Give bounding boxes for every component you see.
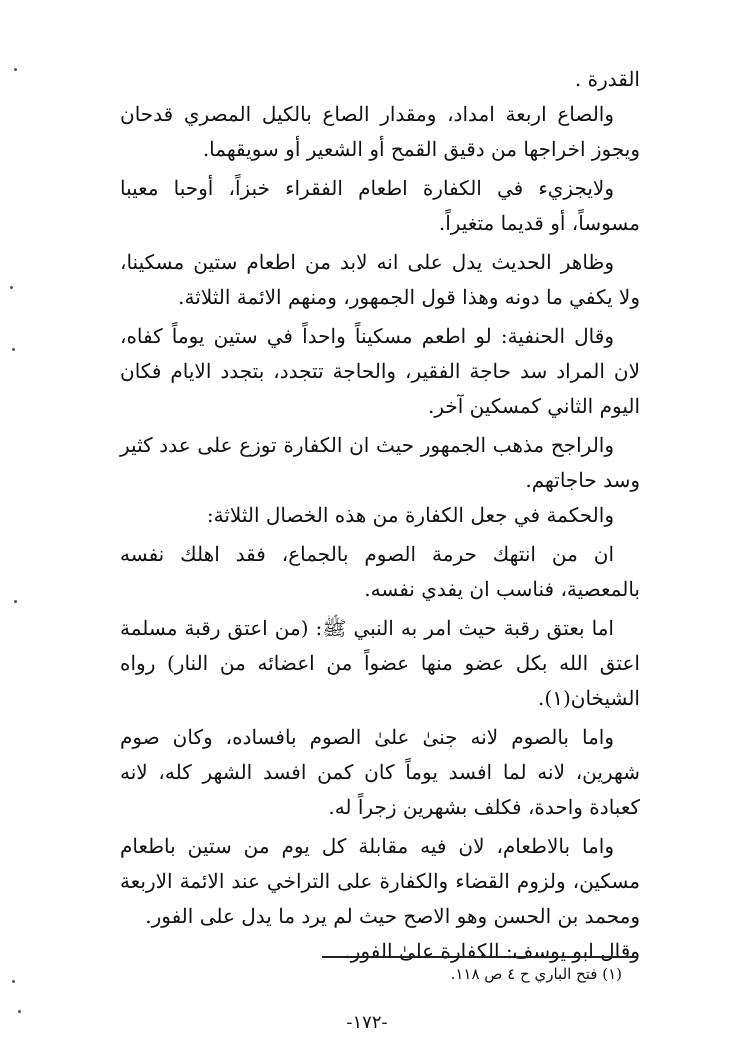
paragraph-12: وقال ابو يوسف: الكفارة علىٰ الفور. <box>344 939 640 963</box>
footnote: (١) فتح الباري ح ٤ ص ١١٨. <box>450 965 622 983</box>
paragraph-5: وقال الحنفية: لو اطعم مسكيناً واحداً في ستين يوماً كفاه، لان المراد سد حاجة الفقير، والحاجة تتجدد، بتجدد الايام فكان اليوم الثاني كمسكين آخر. <box>120 324 640 418</box>
paragraph-10: واما بالصوم لانه جنىٰ علىٰ الصوم بافساده، وكان صوم شهرين، لانه لما افسد يوماً كان كمن افسد الشهر كله، لانه كعبادة واحدة، فكلف بشهرين زجراً له. <box>120 725 640 819</box>
scan-speck <box>12 980 15 983</box>
page-number: -١٧٢- <box>346 1012 388 1033</box>
scan-speck <box>14 600 17 603</box>
scan-speck <box>12 348 15 351</box>
paragraph-4: وظاهر الحديث يدل على انه لابد من اطعام ستين مسكينا، ولا يكفي ما دونه وهذا قول الجمهور، ومنهم الائمة الثلاثة. <box>120 250 640 309</box>
scan-speck <box>18 1010 21 1013</box>
paragraph-9: اما بعتق رقبة حيث امر به النبي ﷺ: (من اعتق رقبة مسلمة اعتق الله بكل عضو منها عضواً من اعضائه من النار) رواه الشيخان(١). <box>120 616 640 710</box>
paragraph-11: واما بالاطعام، لان فيه مقابلة كل يوم من ستين باطعام مسكين، ولزوم القضاء والكفارة على التراخي عند الائمة الاربعة ومحمد بن الحسن وهو الاصح حيث لم يرد ما يدل على الفور. <box>120 834 640 928</box>
paragraph-6: والراجح مذهب الجمهور حيث ان الكفارة توزع على عدد كثير وسد حاجاتهم. <box>120 433 640 492</box>
paragraph-7: والحكمة في جعل الكفارة من هذه الخصال الثلاثة: <box>206 503 614 527</box>
footnote-divider <box>322 956 636 958</box>
paragraph-2: والصاع اربعة امداد، ومقدار الصاع بالكيل المصري قدحان ويجوز اخراجها من دقيق القمح أو الشعير أو سويقهما. <box>120 102 640 161</box>
paragraph-3: ولايجزيء في الكفارة اطعام الفقراء خبزاً، أوحبا معيبا مسوساً، أو قديما متغيراً. <box>120 176 640 235</box>
page-body <box>120 62 640 969</box>
paragraph-8: ان من انتهك حرمة الصوم بالجماع، فقد اهلك نفسه بالمعصية، فناسب ان يفدي نفسه. <box>120 542 640 601</box>
scan-speck <box>10 286 13 289</box>
scan-speck <box>14 68 17 71</box>
paragraph-1: القدرة . <box>574 67 640 91</box>
